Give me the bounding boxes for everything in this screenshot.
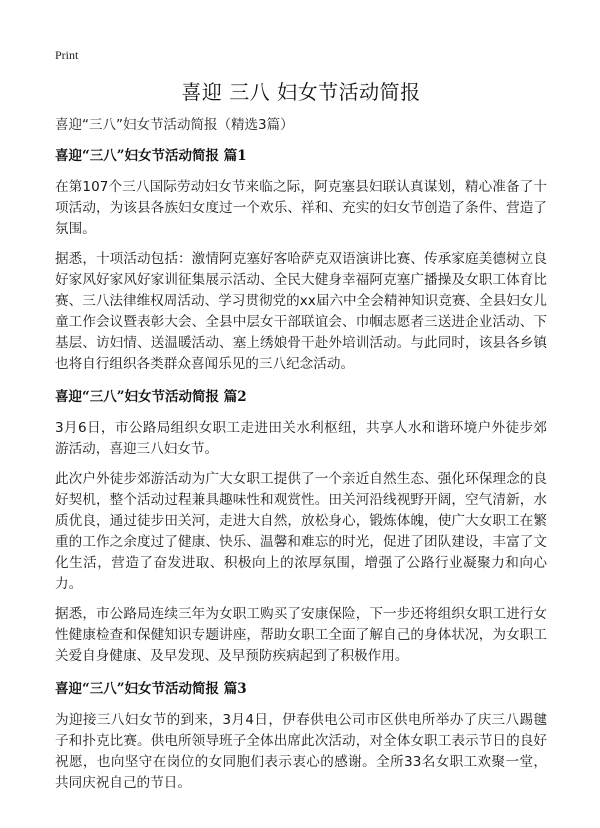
paragraph: 3月6日，市公路局组织女职工走进田关水利枢纽，共享人水和谐环境户外徒步郊游活动，喜迎三八妇女节。 <box>55 420 547 457</box>
print-label: Print <box>55 48 79 62</box>
section-heading: 喜迎“三八”妇女节活动简报 篇2 <box>55 389 247 405</box>
paragraph: 为迎接三八妇女节的到来，3月4日，伊春供电公司市区供电所举办了庆三八踢毽子和扑克比赛。供电所领导班子全体出席此次活动，对全体女职工表示节日的良好祝愿，也向坚守在岗位的女同胞们表示衷心的感谢。全所33名女职工欢聚一堂，共同庆祝自己的节日。 <box>55 712 547 791</box>
paragraph: 此次户外徒步郊游活动为广大女职工提供了一个亲近自然生态、强化环保理念的良好契机，整个活动过程兼具趣味性和观赏性。田关河沿线视野开阔，空气清新，水质优良，通过徒步田关河，走进大自然，放松身心，锻炼体魄，使广大女职工在繁重的工作之余度过了健康、快乐、温馨和难忘的时光，促进了团队建设，丰富了文化生活，营造了奋发进取、积极向上的浓厚氛围，增强了公路行业凝聚力和向心力。 <box>55 471 547 592</box>
section-3 <box>55 677 547 794</box>
section-heading: 喜迎“三八”妇女节活动简报 篇1 <box>55 148 247 164</box>
paragraph: 在第107个三八国际劳动妇女节来临之际，阿克塞县妇联认真谋划，精心准备了十项活动，为该县各族妇女度过一个欢乐、祥和、充实的妇女节创造了条件、营造了氛围。 <box>55 179 547 237</box>
document-subtitle: 喜迎“三八”妇女节活动简报（精选3篇） <box>55 117 294 133</box>
section-heading: 喜迎“三八”妇女节活动简报 篇3 <box>55 681 247 697</box>
section-2 <box>55 385 547 667</box>
document-page <box>55 44 547 794</box>
section-1 <box>55 144 547 375</box>
paragraph: 据悉，十项活动包括：激情阿克塞好客哈萨克双语演讲比赛、传承家庭美德树立良好家风好家风好家训征集展示活动、全民大健身幸福阿克塞广播操及女职工体育比赛、三八法律维权周活动、学习贯彻党的xx届六中全会精神知识竞赛、全县妇女儿童工作会议暨表彰大会、全县中层女干部联谊会、巾帼志愿者三送进企业活动、下基层、访妇情、送温暖活动、塞上绣娘骨干赴外培训活动。与此同时，该县各乡镇也将自行组织各类群众喜闻乐见的三八纪念活动。 <box>55 251 547 372</box>
document-title: 喜迎 三八 妇女节活动简报 <box>181 80 421 104</box>
paragraph: 据悉，市公路局连续三年为女职工购买了安康保险，下一步还将组织女职工进行女性健康检查和保健知识专题讲座，帮助女职工全面了解自己的身体状况，为女职工关爱自身健康、及早发现、及早预防疾病起到了积极作用。 <box>55 606 547 664</box>
